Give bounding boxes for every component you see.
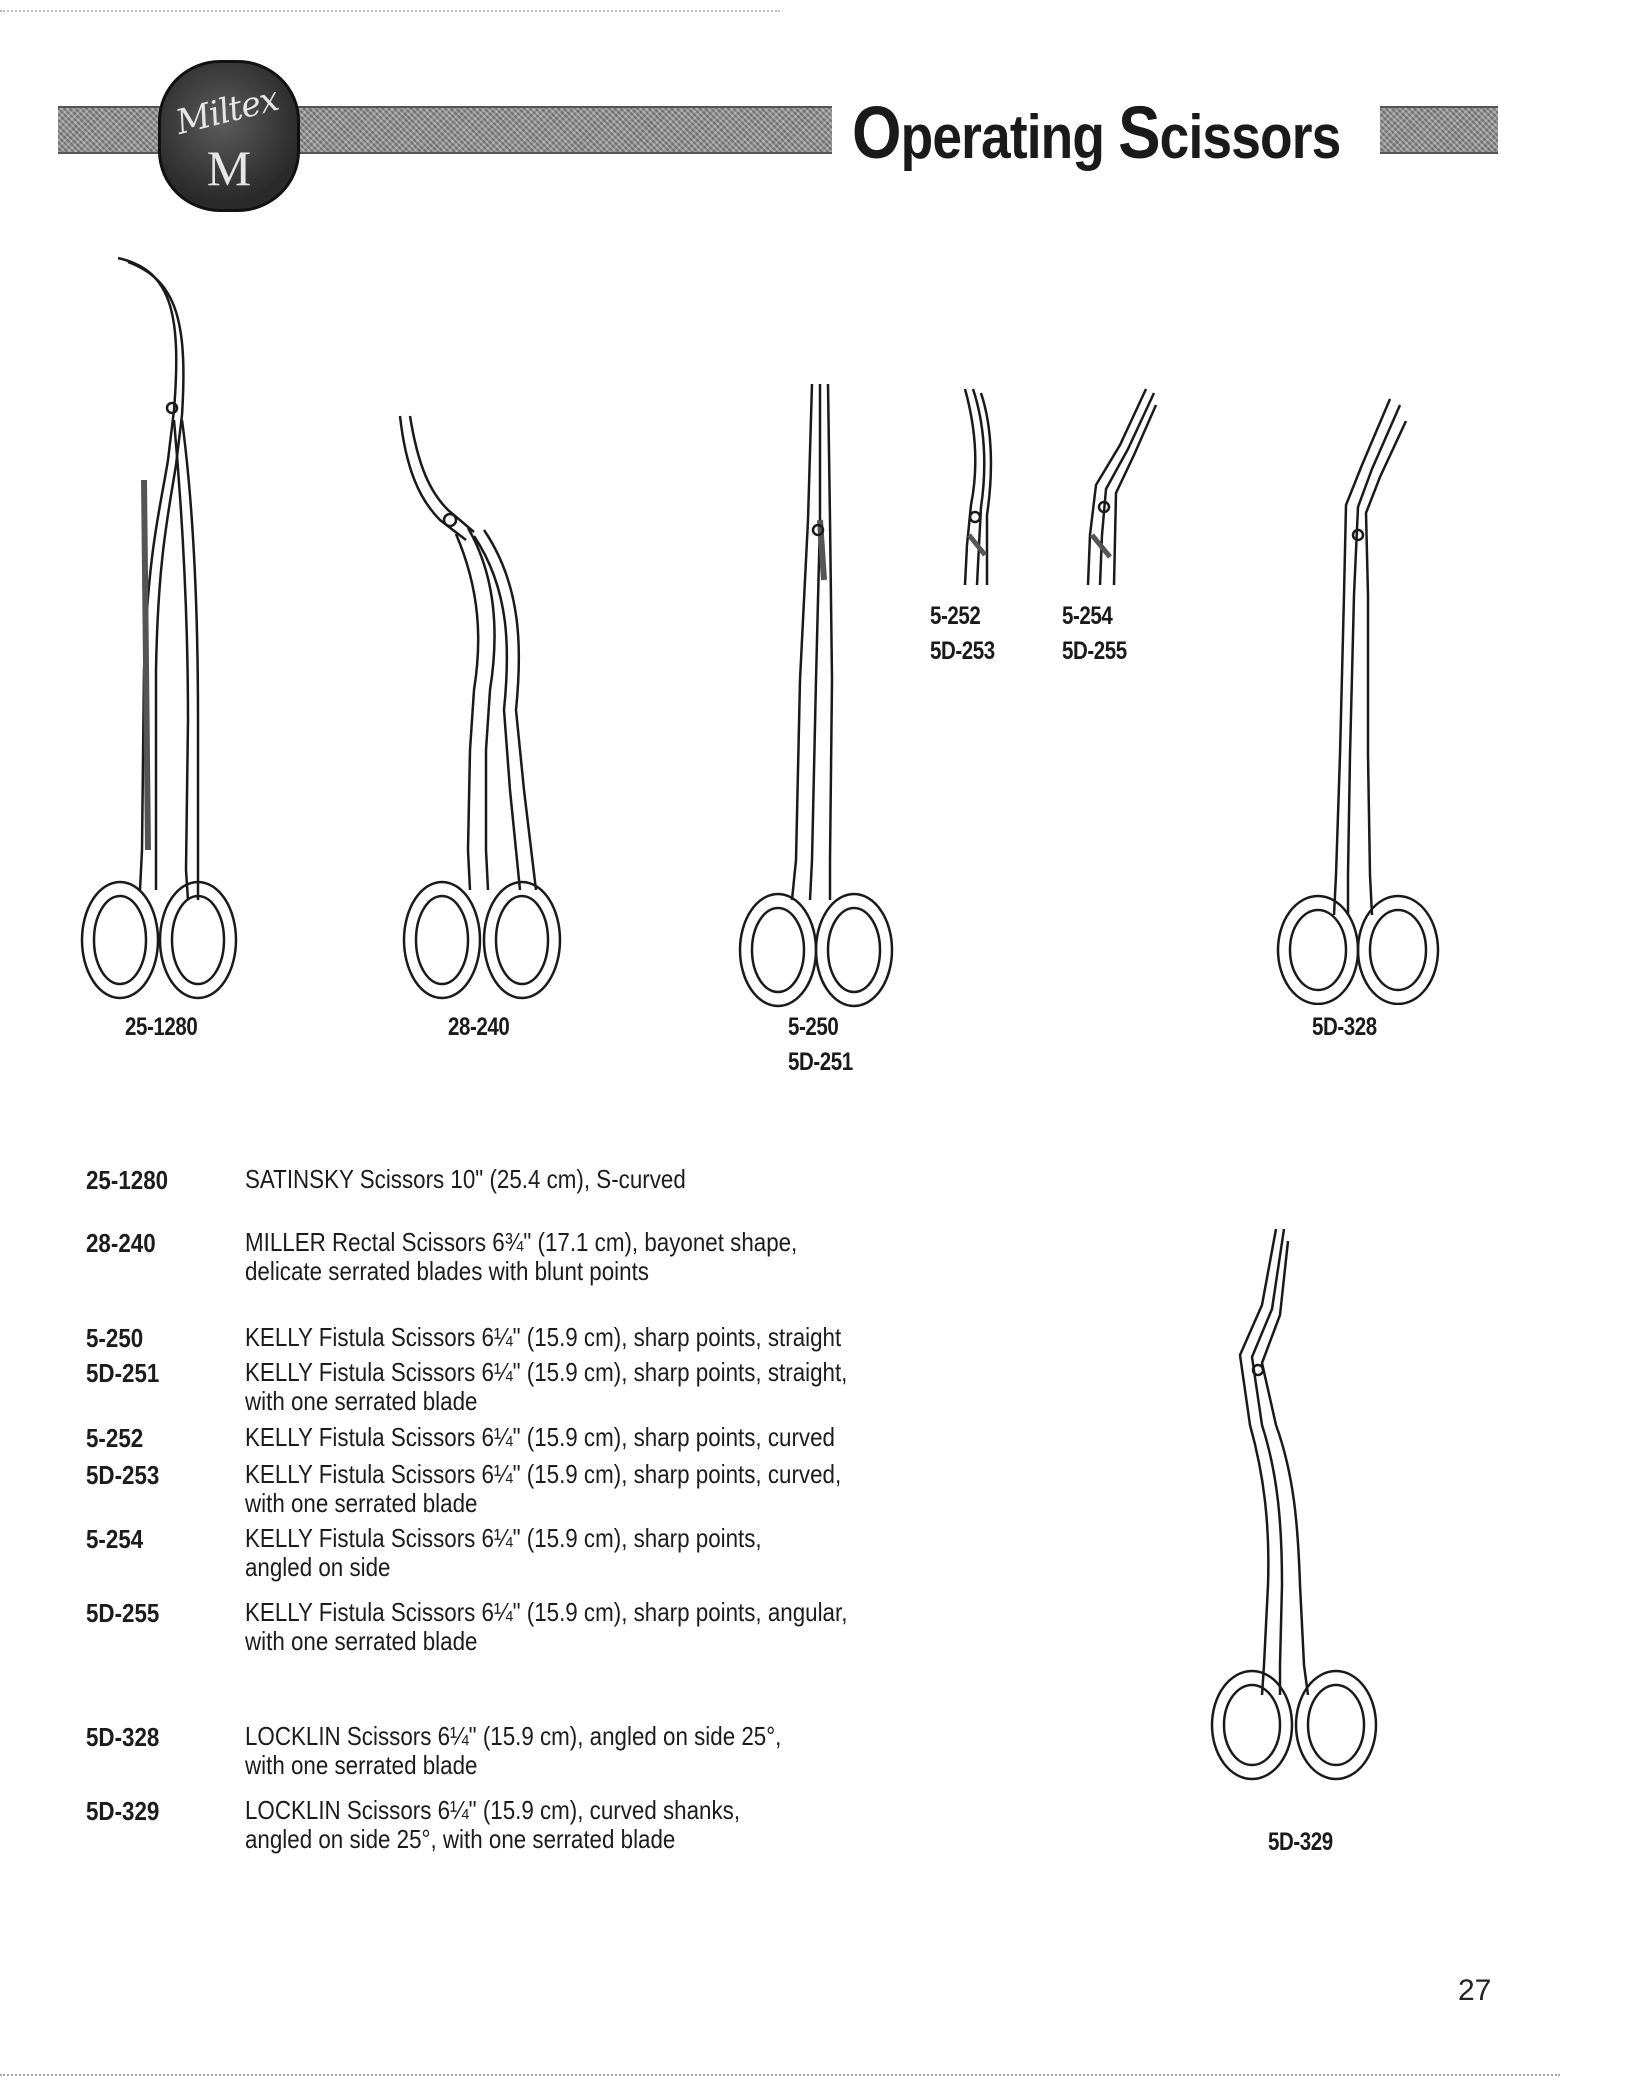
brand-logo [158,60,300,212]
figure-label-5D-255: 5D-255 [1062,637,1127,665]
catalog-code: 5D-255 [86,1598,160,1628]
page-number: 27 [1458,1974,1492,2007]
header-band-left [58,106,168,154]
title-cap-1: O [852,91,901,174]
figure-label-5-252: 5-252 [930,602,981,630]
description-line: KELLY Fistula Scissors 6¼" (15.9 cm), sharp points, angular, [245,1597,848,1627]
scissors-illustration-28-240 [370,410,580,1010]
description-line: KELLY Fistula Scissors 6¼" (15.9 cm), sharp points, [245,1523,762,1553]
scissors-illustration-25-1280 [70,250,240,1010]
description-line: LOCKLIN Scissors 6¼" (15.9 cm), curved shanks, [245,1795,741,1825]
figure-label-5-254: 5-254 [1062,602,1113,630]
scan-artifact-bottom [0,2074,1560,2076]
catalog-description [245,1423,847,1452]
description-line: with one serrated blade [245,1386,478,1416]
catalog-code: 28-240 [86,1228,156,1258]
description-line: with one serrated blade [245,1488,478,1518]
description-line: SATINSKY Scissors 10" (25.4 cm), S-curved [245,1164,686,1194]
catalog-description [245,1722,847,1780]
catalog-description [245,1598,847,1656]
title-word-1: perating [900,103,1119,172]
catalog-description [245,1323,847,1352]
catalog-code: 5D-328 [86,1722,160,1752]
description-line: MILLER Rectal Scissors 6¾" (17.1 cm), bayonet shape, [245,1227,798,1257]
figure-label-5-250: 5-250 [788,1013,839,1041]
title-cap-2: S [1118,91,1160,174]
figure-label-5D-253: 5D-253 [930,637,995,665]
scan-artifact-top [0,10,780,12]
catalog-description [245,1165,847,1194]
header-band-right [1380,106,1498,154]
catalog-code: 5-252 [86,1423,144,1453]
description-line: angled on side [245,1552,391,1582]
catalog-code: 5D-329 [86,1796,160,1826]
description-line: with one serrated blade [245,1750,478,1780]
description-line: with one serrated blade [245,1626,478,1656]
catalog-description [245,1796,847,1854]
catalog-code: 5-250 [86,1323,144,1353]
catalog-code: 25-1280 [86,1165,169,1195]
figure-label-25-1280: 25-1280 [125,1013,198,1041]
description-line: LOCKLIN Scissors 6¼" (15.9 cm), angled on side 25°, [245,1721,782,1751]
description-line: KELLY Fistula Scissors 6¼" (15.9 cm), sharp points, curved, [245,1459,842,1489]
figure-label-5D-329: 5D-329 [1268,1828,1333,1856]
description-line: angled on side 25°, with one serrated blade [245,1824,676,1854]
catalog-code: 5D-251 [86,1358,160,1388]
catalog-description [245,1228,847,1286]
catalog-description [245,1524,847,1582]
catalog-code: 5D-253 [86,1460,160,1490]
page-title [852,90,1340,175]
catalog-description [245,1460,847,1518]
figure-label-28-240: 28-240 [448,1013,510,1041]
logo-monogram: M [206,140,252,196]
figure-label-5D-251: 5D-251 [788,1048,853,1076]
title-word-2: cissors [1159,103,1341,172]
description-line: delicate serrated blades with blunt points [245,1256,649,1286]
description-line: KELLY Fistula Scissors 6¼" (15.9 cm), sharp points, straight, [245,1357,848,1387]
logo-script-text: Miltex [171,79,283,143]
scissors-illustration-5-254 [1070,385,1160,595]
scissors-illustration-5D-329 [1190,1225,1420,1785]
description-line: KELLY Fistula Scissors 6¼" (15.9 cm), sharp points, curved [245,1422,835,1452]
catalog-code: 5-254 [86,1524,144,1554]
figure-label-5D-328: 5D-328 [1312,1013,1377,1041]
scissors-illustration-5D-328 [1250,395,1470,1005]
header-band-middle [292,106,832,154]
catalog-description [245,1358,847,1416]
scissors-illustration-5-250 [720,380,910,1010]
scissors-illustration-5-252 [945,385,1005,595]
description-line: KELLY Fistula Scissors 6¼" (15.9 cm), sharp points, straight [245,1322,842,1352]
